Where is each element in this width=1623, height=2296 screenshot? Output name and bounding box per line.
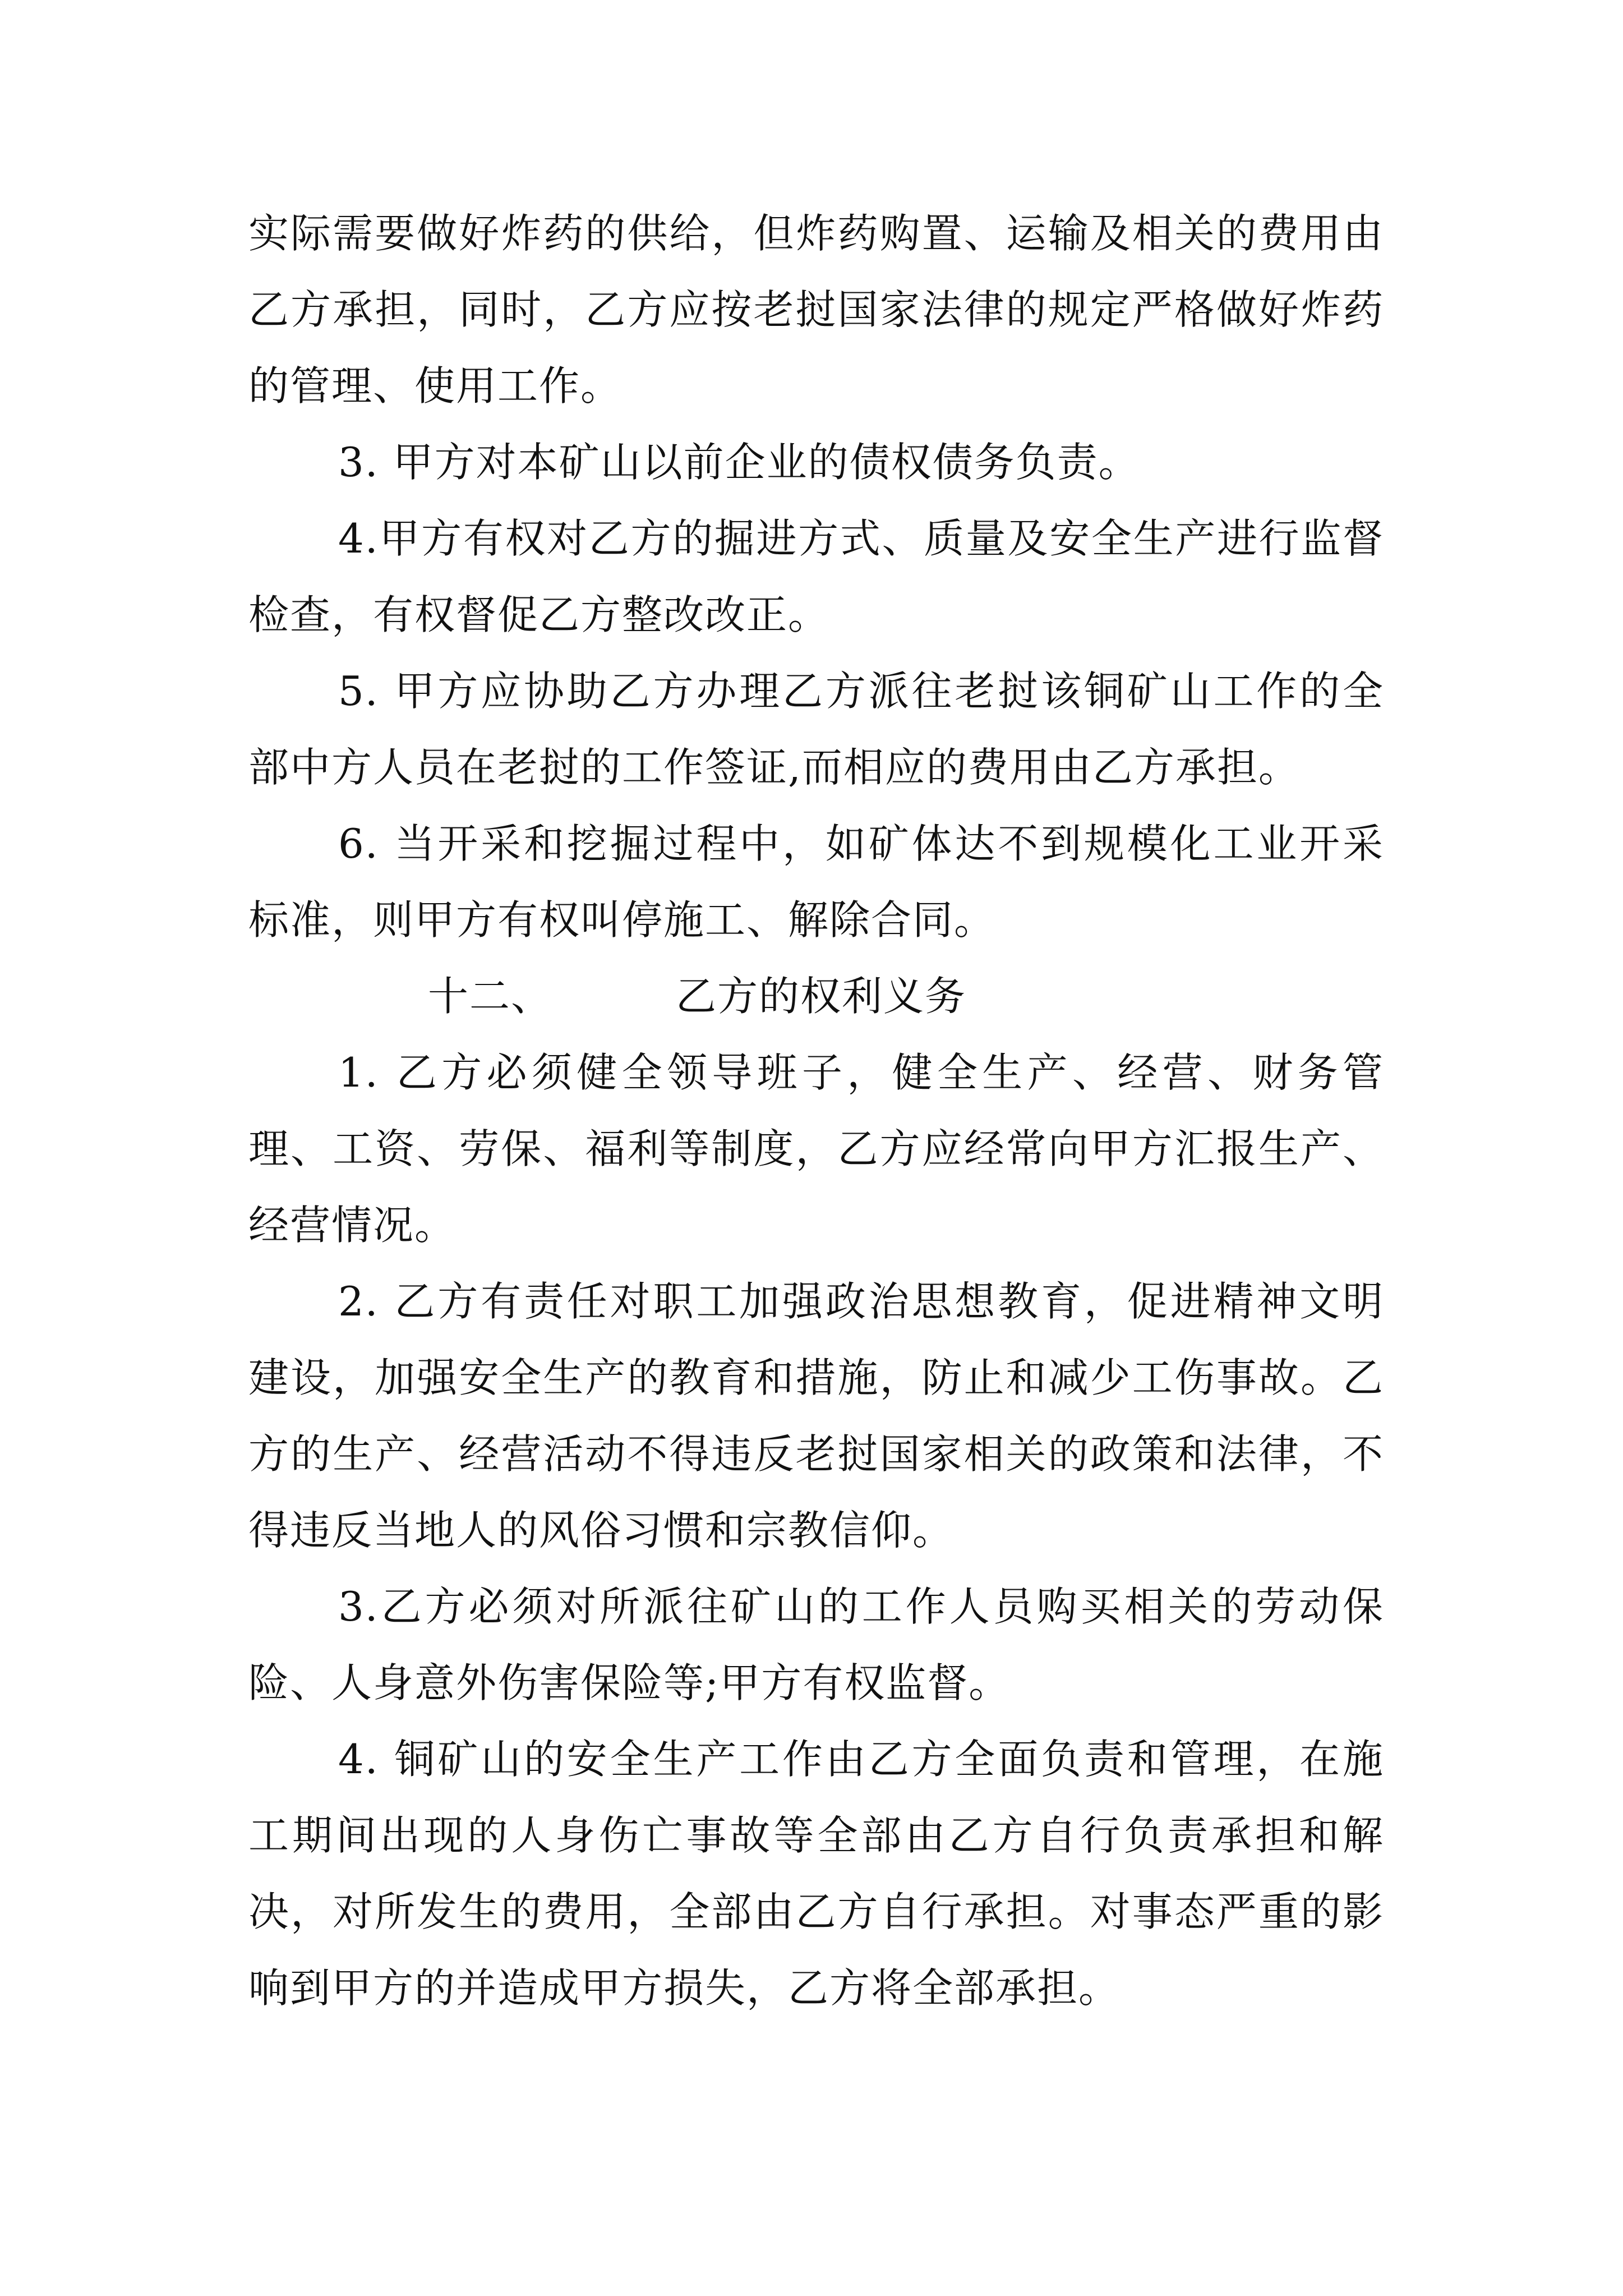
document-body (248, 195, 1384, 2026)
paragraph-clause-5: 5. 甲方应协助乙方办理乙方派往老挝该铜矿山工作的全部中方人员在老挝的工作签证,而相应的费用由乙方承担。 (248, 668, 1384, 791)
section-title: 乙方的权利义务 (676, 973, 967, 1020)
paragraph-party-b-3: 3.乙方必须对所派往矿山的工作人员购买相关的劳动保险、人身意外伤害保险等;甲方有权监督。 (248, 1583, 1384, 1706)
section-number: 十二、 (428, 973, 553, 1020)
paragraph-clause-3: 3. 甲方对本矿山以前企业的债权债务负责。 (338, 439, 1140, 486)
paragraph-party-b-4: 4. 铜矿山的安全生产工作由乙方全面负责和管理，在施工期间出现的人身伤亡事故等全部由乙方自行负责承担和解决，对所发生的费用，全部由乙方自行承担。对事态严重的影响到甲方的并造成甲方损失，乙方将全部承担。 (248, 1736, 1384, 2012)
section-heading (248, 958, 1384, 1034)
paragraph-explosives-continued: 实际需要做好炸药的供给，但炸药购置、运输及相关的费用由乙方承担，同时，乙方应按老挝国家法律的规定严格做好炸药的管理、使用工作。 (248, 210, 1384, 409)
paragraph-clause-6: 6. 当开采和挖掘过程中，如矿体达不到规模化工业开采标准，则甲方有权叫停施工、解除合同。 (248, 820, 1384, 944)
paragraph-clause-4: 4.甲方有权对乙方的掘进方式、质量及安全生产进行监督检查，有权督促乙方整改改正。 (248, 515, 1384, 638)
paragraph-party-b-2: 2. 乙方有责任对职工加强政治思想教育，促进精神文明建设，加强安全生产的教育和措施，防止和减少工伤事故。乙方的生产、经营活动不得违反老挝国家相关的政策和法律，不得违反当地人的风俗习惯和宗教信仰。 (248, 1278, 1384, 1554)
paragraph-party-b-1: 1. 乙方必须健全领导班子，健全生产、经营、财务管理、工资、劳保、福利等制度，乙方应经常向甲方汇报生产、经营情况。 (248, 1049, 1384, 1249)
